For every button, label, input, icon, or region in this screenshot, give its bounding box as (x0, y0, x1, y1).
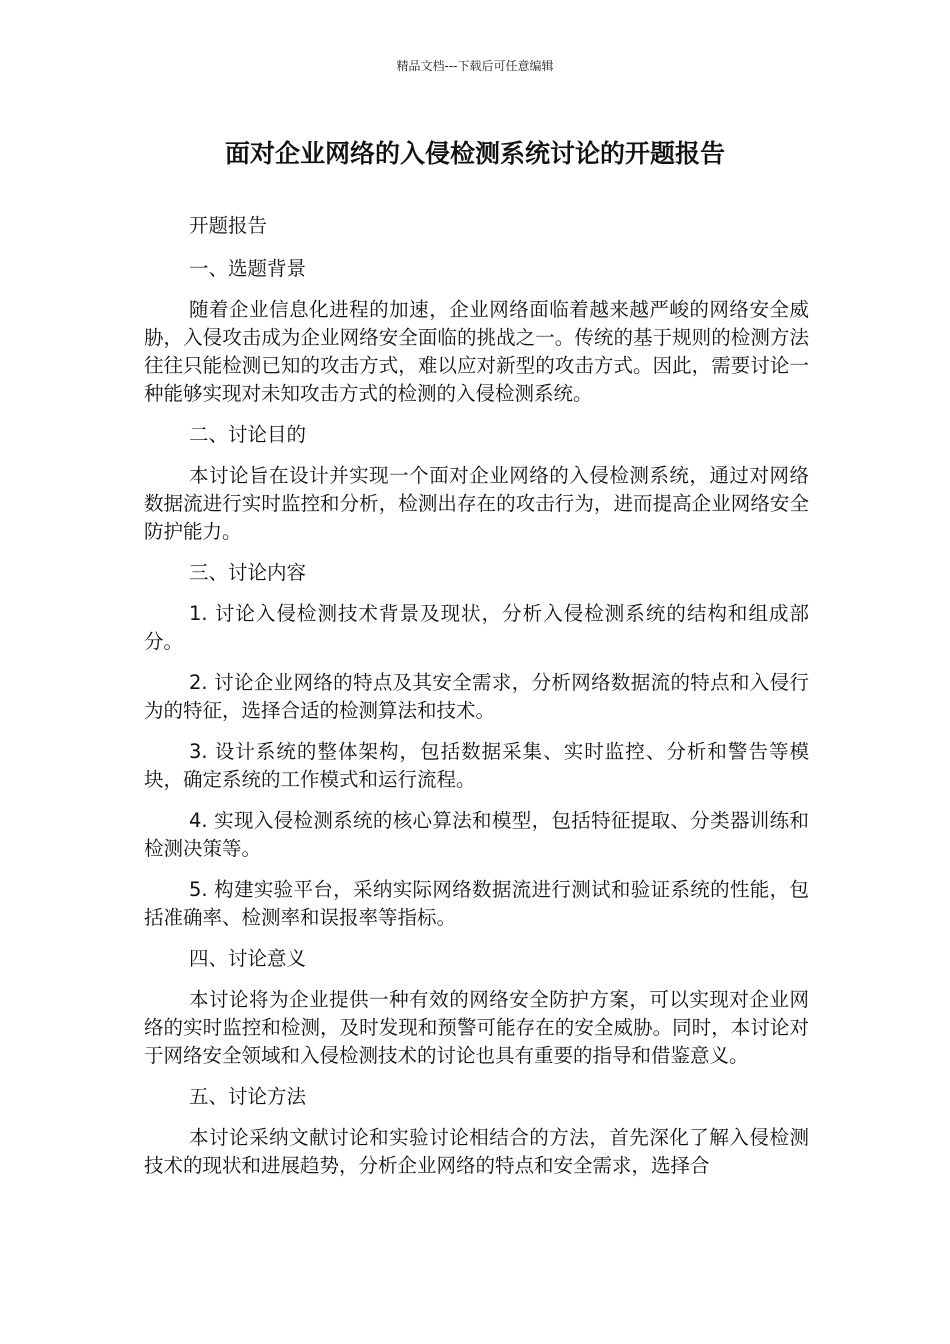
heading-content: 三、讨论内容 (189, 561, 307, 584)
heading-method: 五、讨论方法 (189, 1085, 307, 1108)
document-body (144, 212, 809, 1193)
heading-significance: 四、讨论意义 (189, 947, 307, 970)
paragraph-method: 本讨论采纳文献讨论和实验讨论相结合的方法，首先深化了解入侵检测技术的现状和进展趋势，分析企业网络的特点和安全需求，选择合 (144, 1126, 809, 1177)
page-header: 精品文档---下载后可任意编辑 (396, 59, 554, 73)
heading-background: 一、选题背景 (189, 257, 307, 280)
paragraph-purpose: 本讨论旨在设计并实现一个面对企业网络的入侵检测系统，通过对网络数据流进行实时监控和分析，检测出存在的攻击行为，进而提高企业网络安全防护能力。 (144, 464, 809, 543)
paragraph-significance: 本讨论将为企业提供一种有效的网络安全防护方案，可以实现对企业网络的实时监控和检测，及时发现和预警可能存在的安全威胁。同时，本讨论对于网络安全领域和入侵检测技术的讨论也具有重要的指导和借鉴意义。 (144, 988, 809, 1067)
list-item-content-3: 3. 设计系统的整体架构，包括数据采集、实时监控、分析和警告等模块，确定系统的工作模式和运行流程。 (144, 740, 809, 791)
heading-purpose: 二、讨论目的 (189, 423, 307, 446)
document-title: 面对企业网络的入侵检测系统讨论的开题报告 (224, 139, 725, 168)
paragraph-background: 随着企业信息化进程的加速，企业网络面临着越来越严峻的网络安全威胁，入侵攻击成为企业网络安全面临的挑战之一。传统的基于规则的检测方法往往只能检测已知的攻击方式，难以应对新型的攻击方式。因此，需要讨论一种能够实现对未知攻击方式的检测的入侵检测系统。 (144, 298, 809, 405)
list-item-content-1: 1. 讨论入侵检测技术背景及现状，分析入侵检测系统的结构和组成部分。 (144, 602, 809, 653)
list-item-content-5: 5. 构建实验平台，采纳实际网络数据流进行测试和验证系统的性能，包括准确率、检测率和误报率等指标。 (144, 878, 809, 929)
list-item-content-2: 2. 讨论企业网络的特点及其安全需求，分析网络数据流的特点和入侵行为的特征，选择合适的检测算法和技术。 (144, 671, 809, 722)
list-item-content-4: 4. 实现入侵检测系统的核心算法和模型，包括特征提取、分类器训练和检测决策等。 (144, 809, 809, 860)
section-label-report: 开题报告 (189, 214, 268, 237)
